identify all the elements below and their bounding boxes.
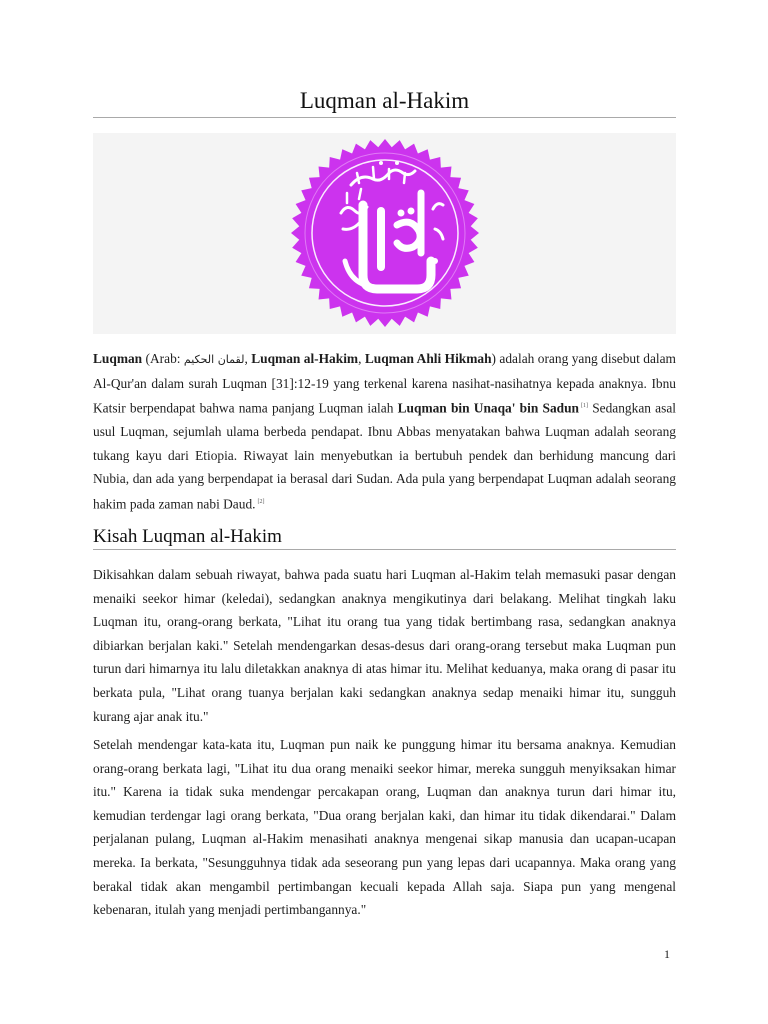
- section-heading: Kisah Luqman al-Hakim: [93, 526, 282, 547]
- citation-link[interactable]: [2]: [257, 499, 265, 506]
- intro-paragraph: [93, 347, 676, 516]
- luqman-calligraphy-seal-icon: [285, 133, 485, 334]
- title-underline: [93, 117, 676, 118]
- subject-name: Luqman: [93, 351, 143, 366]
- page-number: 1: [664, 947, 670, 961]
- arabic-name: لقمان الحكيم: [183, 353, 245, 366]
- intro-text: ) adalah orang yang disebut dalam Al-Qur'an dalam surah Luqman [31]:12-19 yang terkenal karena nasihat-nasihatnya kepada anaknya. Ibnu Katsir berpendapat bahwa nama panjang Luqman ialah: [93, 351, 676, 416]
- article-figure: [93, 133, 676, 334]
- full-name: Luqman bin Unaqa' bin Sadun: [397, 400, 579, 416]
- alias-name-1: Luqman al-Hakim: [251, 351, 359, 366]
- story-paragraph-2: Setelah mendengar kata-kata itu, Luqman pun naik ke punggung himar itu bersama anaknya. Kemudian orang-orang berkata lagi, "Lihat itu dua orang menaiki seekor himar, mereka sungguh menyiksakan himar itu." Karena ia tidak suka mendengar percakapan orang, Luqman dan anaknya turun dari himar itu, kemudian terdengar lagi orang berkata, "Dua orang berjalan kaki, dan himar itu tidak dikendarai." Dalam perjalanan pulang, Luqman al-Hakim menasihati anaknya mengenai sikap manusia dan ucapan-ucapan mereka. Ia berkata, "Sesungguhnya tidak ada seseorang pun yang lepas dari ucapannya. Maka orang yang berakal tidak akan mengambil pertimbangan kecuali kepada Allah saja. Siapa pun yang mengenal kebenaran, itulah yang menjadi pertimbangannya.": [93, 737, 676, 918]
- alias-name-2: Luqman Ahli Hikmah: [364, 351, 492, 366]
- section-underline: [93, 549, 676, 550]
- separator: ,: [358, 351, 365, 366]
- arab-label: (Arab:: [142, 351, 184, 366]
- story-paragraph-1: Dikisahkan dalam sebuah riwayat, bahwa pada suatu hari Luqman al-Hakim telah memasuki pasar dengan menaiki seekor himar (keledai), sedangkan anaknya mengikutinya dari belakang. Melihat tingkah laku Luqman itu, orang-orang berkata, "Lihat itu orang tua yang tidak bertimbang rasa, sedangkan anaknya dibiarkan berjalan kaki." Setelah mendengarkan desas-desus dari orang-orang tersebut maka Luqman pun turun dari himarnya itu lalu diletakkan anaknya di atas himar itu. Melihat keduanya, maka orang di pasar itu berkata pula, "Lihat orang tuanya berjalan kaki sedangkan anaknya sedap menaiki himar itu, sungguh kurang ajar anak itu.": [93, 567, 676, 724]
- page-title: Luqman al-Hakim: [299, 88, 470, 113]
- citation-link[interactable]: [1]: [581, 403, 588, 410]
- intro-text-continued: Sedangkan asal usul Luqman, sejumlah ulama berbeda pendapat. Ibnu Abbas menyatakan bahwa Luqman adalah seorang tukang kayu dari Etiopia. Riwayat lain menyebutkan ia bertubuh pendek dan berhidung mancung dari Nubia, dan ada yang berpendapat ia berasal dari Sudan. Ada pula yang berpendapat Luqman adalah seorang hakim pada zaman nabi Daud.: [93, 400, 676, 512]
- separator: ,: [244, 351, 252, 366]
